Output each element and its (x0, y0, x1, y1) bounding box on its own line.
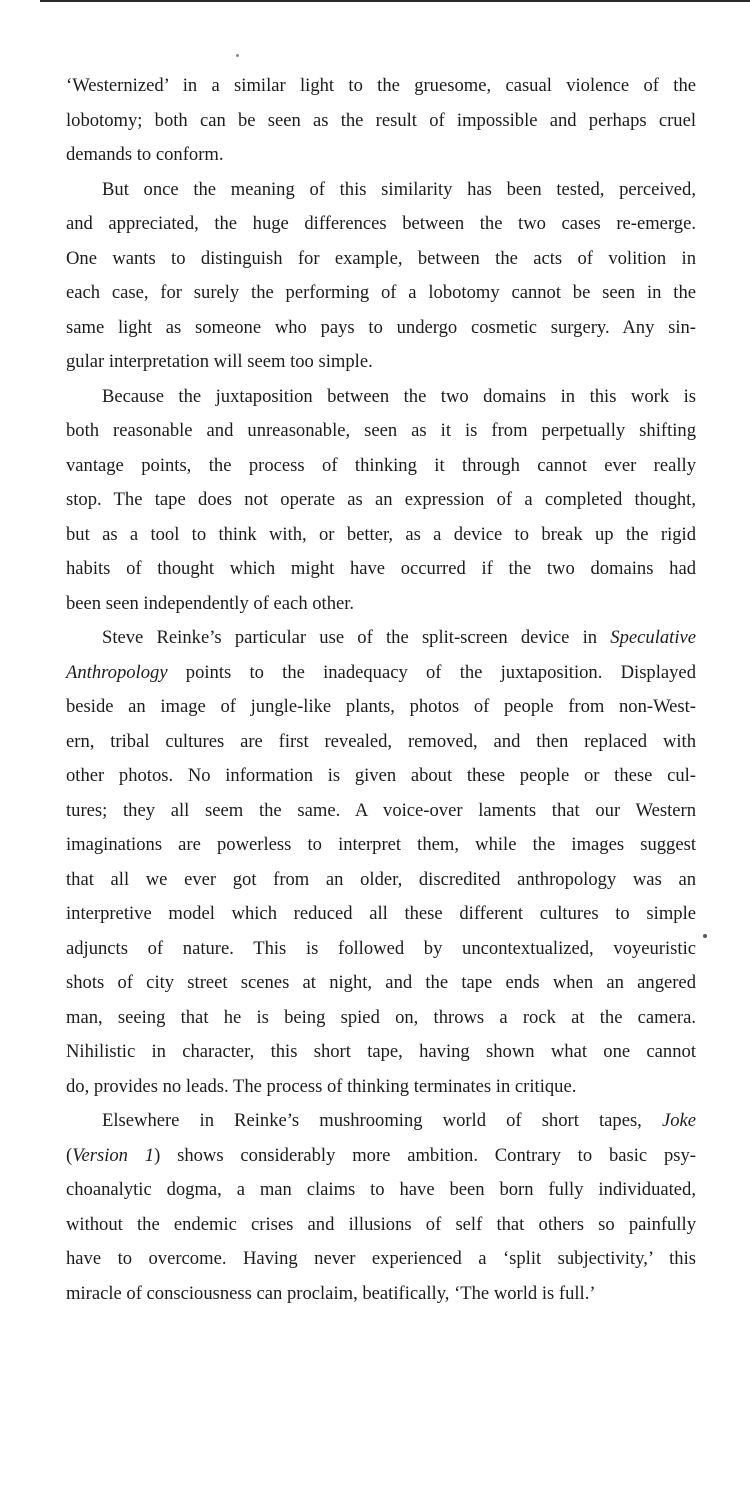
body-text (66, 69, 696, 1311)
text-line (66, 276, 696, 311)
italic-title-text: Anthropology (66, 661, 168, 683)
text-run: beside an image of jungle-like plants, photos of people from non-West- (66, 696, 696, 717)
paragraph (66, 173, 696, 380)
text-line (66, 483, 696, 518)
italic-title-text: Joke (661, 1110, 696, 1131)
text-run: each case, for surely the performing of a lobotomy cannot be seen in the (66, 282, 696, 303)
scan-speck (703, 934, 707, 938)
text-run: lobotomy; both can be seen as the result of impossible and perhaps cruel (66, 109, 696, 131)
text-line (66, 794, 696, 829)
text-line (66, 1277, 696, 1312)
text-line (66, 414, 696, 449)
text-run: without the endemic crises and illusions of self that others so painfully (66, 1213, 696, 1235)
text-run: Because the juxtaposition between the two domains in this work is (102, 385, 696, 407)
paragraph (66, 69, 696, 173)
text-run: ( (66, 1144, 73, 1166)
text-run: choanalytic dogma, a man claims to have been born fully individuated, (66, 1179, 696, 1200)
text-run: ern, tribal cultures are first revealed, removed, and then replaced with (66, 730, 696, 752)
text-line (66, 725, 696, 760)
text-line (66, 207, 696, 242)
text-line (66, 897, 696, 932)
text-run: points to the inadequacy of the juxtaposition. Displayed (167, 661, 696, 683)
text-run: man, seeing that he is being spied on, throws a rock at the camera. (66, 1006, 696, 1028)
text-line (66, 932, 696, 967)
text-run: stop. The tape does not operate as an expression of a completed thought, (66, 489, 696, 510)
text-line (66, 621, 696, 656)
text-run: adjuncts of nature. This is followed by uncontextualized, voyeuristic (66, 937, 696, 959)
text-line (66, 173, 696, 208)
text-line (66, 345, 696, 380)
text-run: both reasonable and unreasonable, seen as it is from perpetually shifting (66, 420, 696, 441)
scan-speck (236, 54, 239, 57)
text-line (66, 242, 696, 277)
text-run: that all we ever got from an older, discredited anthropology was an (66, 868, 696, 890)
text-run: do, provides no leads. The process of thinking terminates in critique. (66, 1075, 577, 1097)
text-line (66, 656, 696, 691)
text-line (66, 1001, 696, 1036)
text-run: miracle of consciousness can proclaim, beatifically, ‘The world is full.’ (66, 1282, 596, 1304)
page-top-edge-rule (40, 0, 750, 2)
text-run: habits of thought which might have occurred if the two domains had (66, 558, 696, 579)
text-line (66, 138, 696, 173)
text-line (66, 380, 696, 415)
text-run: have to overcome. Having never experienced a ‘split subjectivity,’ this (66, 1248, 696, 1269)
text-line (66, 1104, 696, 1139)
text-line (66, 587, 696, 622)
text-line (66, 449, 696, 484)
paragraph (66, 380, 696, 622)
text-run: shots of city street scenes at night, and the tape ends when an angered (66, 972, 696, 993)
paragraph (66, 621, 696, 1104)
text-run: and appreciated, the huge differences between the two cases re-emerge. (66, 213, 696, 234)
text-run: other photos. No information is given about these people or these cul- (66, 765, 696, 786)
text-run: interpretive model which reduced all these different cultures to simple (66, 903, 696, 924)
text-run: been seen independently of each other. (66, 592, 355, 614)
italic-title-text: Version 1 (72, 1144, 155, 1166)
text-run: Elsewhere in Reinke’s mushrooming world of short tapes, (102, 1110, 662, 1131)
paragraph (66, 1104, 696, 1311)
text-line (66, 863, 696, 898)
text-run: demands to conform. (66, 144, 224, 165)
text-line (66, 1208, 696, 1243)
text-line (66, 1035, 696, 1070)
text-line (66, 966, 696, 1001)
text-run: One wants to distinguish for example, between the acts of volition in (66, 247, 696, 269)
text-line (66, 1139, 696, 1174)
text-line (66, 1173, 696, 1208)
text-line (66, 690, 696, 725)
text-run: vantage points, the process of thinking it through cannot ever really (66, 454, 696, 476)
text-line (66, 828, 696, 863)
text-run: Steve Reinke’s particular use of the split-screen device in (102, 627, 611, 648)
text-line (66, 69, 696, 104)
text-line (66, 552, 696, 587)
text-run: tures; they all seem the same. A voice-over laments that our Western (66, 799, 696, 821)
italic-title-text: Speculative (610, 627, 696, 648)
text-line (66, 759, 696, 794)
text-line (66, 104, 696, 139)
text-line (66, 518, 696, 553)
text-run: gular interpretation will seem too simple. (66, 351, 373, 372)
text-line (66, 1070, 696, 1105)
text-run: ) shows considerably more ambition. Contrary to basic psy- (154, 1144, 696, 1166)
text-run: but as a tool to think with, or better, as a device to break up the rigid (66, 523, 696, 545)
text-run: Nihilistic in character, this short tape, having shown what one cannot (66, 1041, 696, 1062)
text-run: ‘Westernized’ in a similar light to the gruesome, casual violence of the (66, 75, 696, 96)
text-line (66, 1242, 696, 1277)
text-line (66, 311, 696, 346)
text-run: same light as someone who pays to undergo cosmetic surgery. Any sin- (66, 316, 696, 338)
text-run: imaginations are powerless to interpret them, while the images suggest (66, 834, 696, 855)
text-run: But once the meaning of this similarity has been tested, perceived, (102, 178, 696, 200)
